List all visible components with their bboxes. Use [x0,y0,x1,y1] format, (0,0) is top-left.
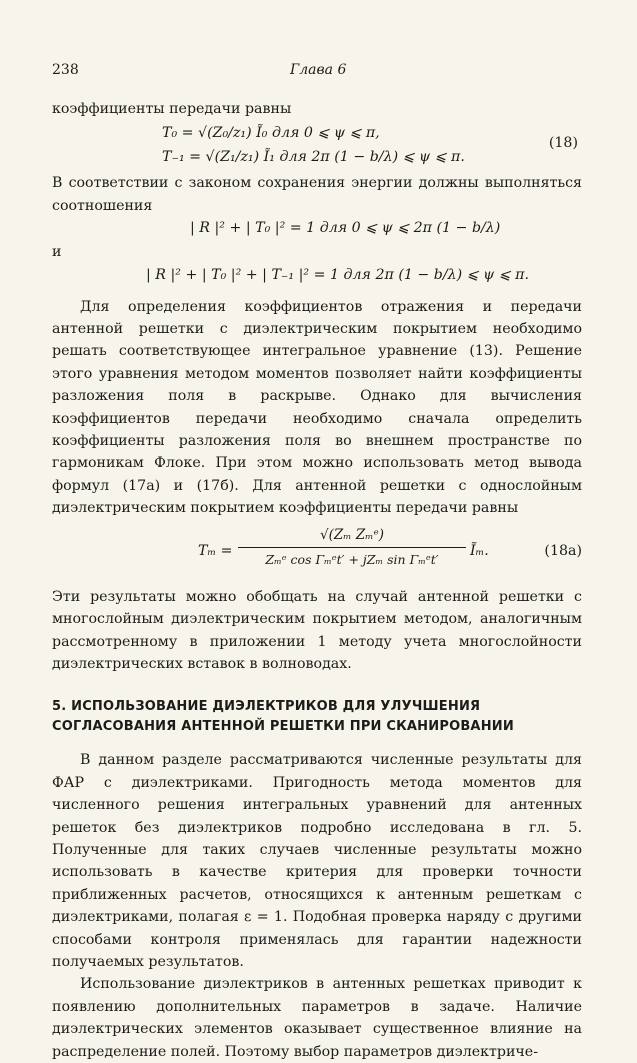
equation-18-number: (18) [548,135,578,152]
energy-conservation-text: В соответствии с законом сохранения энергии должны выполняться соотношения [52,175,582,214]
page-header [52,62,581,82]
equation-18-line-1: T₀ = √(Z₀/z₁) Ĩ₀ для 0 ⩽ ψ ⩽ π, [162,125,380,142]
dielectric-use-paragraph: Использование диэлектриков в антенных решетках приводит к появлению дополнительных параметров в задаче. Наличие диэлектрических элементов оказывает существенное влияние на распределение полей. Поэтому выбор параметров диэлектриче- [52,976,582,1060]
energy-equation-1-text: | R |² + | T₀ |² = 1 для 0 ⩽ ψ ⩽ 2π (1 − b/λ) [190,220,501,237]
intro-text: коэффициенты передачи равны [52,101,292,117]
equation-18-line-2: T₋₁ = √(Z₁/z₁) Ĩ₁ для 2π (1 − b/λ) ⩽ ψ ⩽ π. [162,149,465,166]
numeric-results-paragraph: В данном разделе рассматриваются численные результаты для ФАР с диэлектриками. Пригодность метода моментов для численного решения интегральных уравнений для антенных решеток без диэлектриков подробно исследована в гл. 5. Полученные для таких случаев численные результаты можно использовать в качестве критерия для проверки точности приближенных расчетов, относящихся к антенным решеткам с диэлектриками, полагая ε = 1. Подобная проверка наряду с другими способами контроля применялась для гарантии надежности получаемых результатов. [52,752,582,970]
equation-18a-fraction [238,524,466,572]
equation-18a-rhs: Ĩₘ. [470,542,489,559]
section-heading: 5. ИСПОЛЬЗОВАНИЕ ДИЭЛЕКТРИКОВ ДЛЯ УЛУЧШЕНИЯ СОГЛАСОВАНИЯ АНТЕННОЙ РЕШЕТКИ ПРИ СКАНИРОВАНИИ [52,699,514,735]
conjunction-and: и [52,244,62,261]
page-number: 238 [52,62,79,78]
equation-18a [52,524,582,580]
equation-18a-number: (18a) [544,542,582,559]
chapter-title: Глава 6 [290,62,347,78]
equation-18a-lhs: Tₘ = [198,542,233,559]
energy-equation-2 [52,264,582,288]
generalization-paragraph: Эти результаты можно обобщать на случай антенной решетки с многослойным диэлектрическим покрытием методом, аналогичным рассмотренному в приложении 1 методу учета многослойности диэлектрических вставок в волноводах. [52,588,582,672]
page-content [52,98,582,1063]
energy-equation-1 [52,217,582,241]
energy-equation-2-text: | R |² + | T₀ |² + | T₋₁ |² = 1 для 2π (1 − b/λ) ⩽ ψ ⩽ π. [146,266,529,283]
equation-18a-numerator: √(Zₘ Zₘᵉ) [238,524,466,548]
method-paragraph: Для определения коэффициентов отражения и передачи антенной решетки с диэлектрическим покрытием необходимо решать соответствующее интегральное уравнение (13). Решение этого уравнения методом моментов позволяет найти коэффициенты разложения поля в раскрыве. Однако для вычисления коэффициентов передачи необходимо сначала определить коэффициенты разложения поля во внешнем пространстве по гармоникам Флоке. При этом можно использовать метод вывода формул (17а) и (17б). Для антенной решетки с однослойным диэлектрическим покрытием коэффициенты передачи равны [52,298,582,517]
equation-18 [52,120,582,172]
equation-18a-denominator: Zₘᵉ cos Γₘᵉt′ + jZₘ sin Γₘᵉt′ [265,552,439,568]
